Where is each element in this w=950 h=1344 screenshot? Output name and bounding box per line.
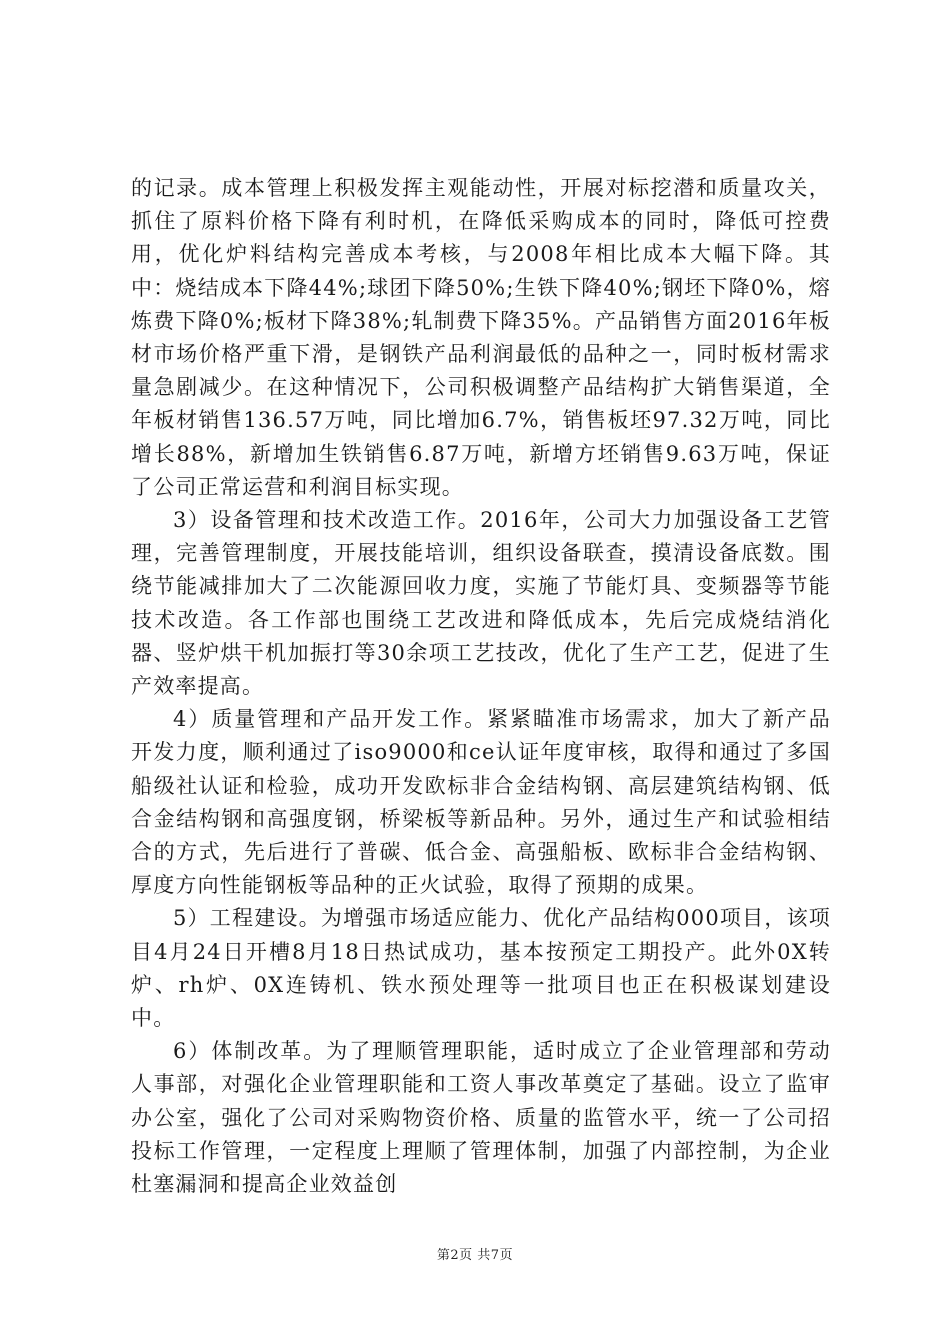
paragraph-3: 4）质量管理和产品开发工作。紧紧瞄准市场需求，加大了新产品开发力度，顺利通过了iso9000和ce认证年度审核，取得和通过了多国船级社认证和检验，成功开发欧标非合金结构钢、高层建筑结构钢、低合金结构钢和高强度钢，桥梁板等新品种。另外，通过生产和试验相结合的方式，先后进行了普碳、低合金、高强船板、欧标非合金结构钢、厚度方向性能钢板等品种的正火试验，取得了预期的成果。	[131, 707, 831, 898]
paragraph-4: 5）工程建设。为增强市场适应能力、优化产品结构000项目，该项目4月24日开槽8月18日热试成功，基本按预定工期投产。此外0X转炉、rh炉、0X连铸机、铁水预处理等一批项目也正在积极谋划建设中。	[131, 906, 831, 1031]
paragraph-1: 的记录。成本管理上积极发挥主观能动性，开展对标挖潜和质量攻关，抓住了原料价格下降有利时机，在降低采购成本的同时，降低可控费用，优化炉料结构完善成本考核，与2008年相比成本大幅下降。其中：烧结成本下降44%;球团下降50%;生铁下降40%;钢坯下降0%，熔炼费下降0%;板材下降38%;轧制费下降35%。产品销售方面2016年板材市场价格严重下滑，是钢铁产品利润最低的品种之一，同时板材需求量急剧减少。在这种情况下，公司积极调整产品结构扩大销售渠道，全年板材销售136.57万吨，同比增加6.7%，销售板坯97.32万吨，同比增长88%，新增加生铁销售6.87万吨，新增方坯销售9.63万吨，保证了公司正常运营和利润目标实现。	[131, 176, 831, 499]
page-number-footer: 第2页 共7页	[436, 1248, 514, 1263]
paragraph-2: 3）设备管理和技术改造工作。2016年，公司大力加强设备工艺管理，完善管理制度，开展技能培训，组织设备联查，摸清设备底数。围绕节能减排加大了二次能源回收力度，实施了节能灯具、变频器等节能技术改造。各工作部也围绕工艺改进和降低成本，先后完成烧结消化器、竖炉烘干机加振打等30余项工艺技改，优化了生产工艺，促进了生产效率提高。	[131, 508, 831, 699]
document-body	[131, 172, 831, 1201]
paragraph-5: 6）体制改革。为了理顺管理职能，适时成立了企业管理部和劳动人事部，对强化企业管理职能和工资人事改革奠定了基础。设立了监审办公室，强化了公司对采购物资价格、质量的监管水平，统一了公司招投标工作管理，一定程度上理顺了管理体制，加强了内部控制，为企业杜塞漏洞和提高企业效益创	[131, 1039, 831, 1197]
